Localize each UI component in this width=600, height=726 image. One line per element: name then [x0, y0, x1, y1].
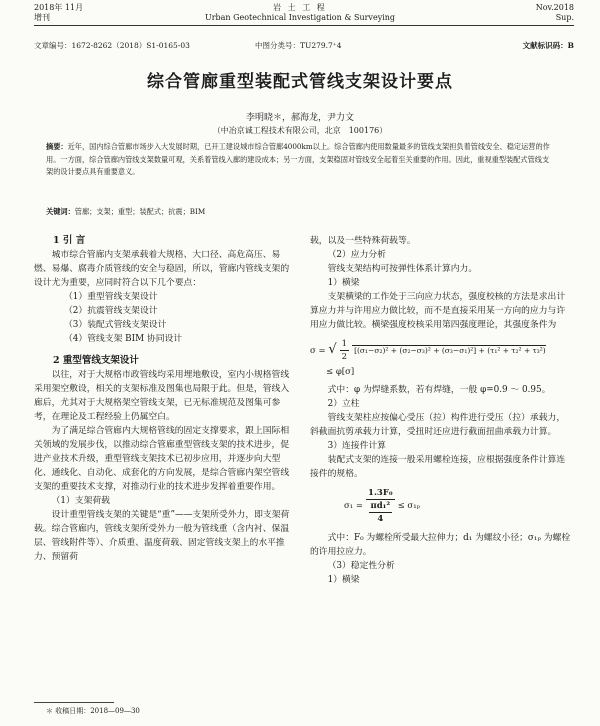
- equation-1-rhs: [(σ₁−σ₂)² + (σ₂−σ₃)² + (σ₃−σ₁)²] + (τ₁² + τ₂² + τ₃²): [354, 346, 546, 355]
- journal-title: 岩 土 工 程: [273, 3, 327, 12]
- subheading: 1）横梁: [327, 575, 360, 585]
- header-year: 2018年 11月: [34, 3, 84, 12]
- paragraph: 管线支架柱应按偏心受压（拉）构件进行受压（拉）承载力，斜截面抗剪承载力计算，受扭时还应进行截面扭曲承载力计算。: [310, 413, 566, 437]
- subheading: 3）连接件计算: [327, 441, 386, 451]
- journal-english-title: Urban Geotechnical Investigation & Surveying: [204, 13, 396, 22]
- left-column: [34, 234, 296, 564]
- subheading: 2）立柱: [327, 399, 360, 409]
- clc-number: 中图分类号：TU279.7⁺4: [255, 41, 342, 50]
- paragraph: 式中：φ 为焊缝系数，若有焊缝，一般 φ=0.9 ～ 0.95。: [327, 385, 551, 395]
- abstract: [46, 141, 554, 179]
- subsection-heading: （2）应力分析: [327, 250, 386, 260]
- paragraph: 支架横梁的工作处于三向应力状态，强度校核的方法是求出计算应力并与许用应力做比较，而不是直接采用某一方向的应力与许用应力做比较。横梁强度校核采用第四强度理论，其强度条件为: [310, 292, 566, 330]
- equation-1-lhs: σ =: [310, 346, 326, 356]
- equation-2: [344, 487, 572, 525]
- keywords: [46, 206, 554, 219]
- paragraph: 为了满足综合管廊内大规格管线的固定支撑要求，跟上国际相关领域的发展步伐，以推动综合管廊重型管线支架的技术进步，促进产业技术升级，重型管线支架技术已初步应用，并逐步向大型化、通线化、自动化、成套化的方向发展，是综合管廊内架空管线支架的重要技术支撑，对推动行业的技术进步发挥着重要作用。: [34, 426, 290, 492]
- paragraph: 设计重型管线支架的关键是“重”——支架所受外力，即支架荷载。综合管廊内，管线支架所受外力一般为管线重（含内衬、保温层、管线附件等）、介质重、温度荷载、固定管线支架上的水平推力、预留荷: [34, 510, 290, 562]
- paragraph: 式中：F₀ 为螺栓所受最大拉伸力；d₁ 为螺纹小径；σ₁ₚ 为螺栓的许用拉应力。: [310, 533, 571, 557]
- header-issue: 增刊: [34, 13, 50, 22]
- affiliation: （中冶京诚工程技术有限公司，北京 100176）: [212, 126, 388, 135]
- keywords-text: 管廊；支架；重型；装配式；抗震；BIM: [74, 207, 206, 216]
- header-rule: [34, 25, 574, 26]
- document-code: 文献标识码：B: [522, 41, 574, 50]
- paragraph: 装配式支架的连接一般采用螺栓连接，应根据强度条件计算连接件的规格。: [310, 455, 566, 479]
- footnote: ＊ 收稿日期：2018—09—30: [46, 707, 140, 715]
- list-item: （2）抗震管线支架设计: [64, 306, 158, 316]
- equation-2-denominator-bottom: 4: [377, 514, 384, 524]
- equation-2-condition: ≤ σ₁ₚ: [397, 501, 421, 511]
- footnote-rule: [34, 702, 114, 703]
- section-2-heading: 2 重型管线支架设计: [53, 355, 139, 366]
- right-column: [310, 234, 572, 587]
- subheading: 1）横梁: [327, 278, 360, 288]
- equation-2-lhs: σ₁ =: [344, 501, 364, 511]
- paragraph: 以往，对于大规格市政管线均采用埋地敷设，室内小规格管线采用架空敷设，相关的支架标准及图集也局限于此。但是，管线入廊后，尤其对于大规格架空管线支架，已无标准规范及图集可参考，在理论及工程经验上仍属空白。: [34, 370, 290, 422]
- equation-1: σ = √ $\frac{1}{2}$ [(σ₁−σ₂)² + (σ₂−σ₃)² + (σ₃−σ₁)²] + (τ₁² + τ₂² + τ₃²): [310, 339, 546, 362]
- paragraph: 管线支架结构可按弹性体系计算内力。: [327, 264, 478, 274]
- header-date: Nov.2018: [535, 3, 574, 12]
- abstract-text: 近年，国内综合管廊市场步入大发展时期，已开工建设城市综合管廊4000km以上。综合管廊内使用数量最多的管线支架担负着管线安全、稳定运营的作用。一方面，综合管廊内管线支架数量可观，关系着管线入廊的建设成本；另一方面，支架稳固对管线安全起着至关重要的作用。因此，重视重型装配式管线支架的设计要点具有重要意义。: [46, 142, 550, 176]
- paragraph: 载，以及一些特殊荷载等。: [310, 236, 416, 246]
- equation-2-numerator: 1.3F₀: [368, 488, 393, 498]
- equation-2-denominator-top: πd₁²: [370, 501, 391, 511]
- list-item: （1）重型管线支架设计: [64, 292, 158, 302]
- article-number: 文章编号：1672-8262（2018）S1-0165-03: [34, 41, 190, 50]
- paragraph: 城市综合管廊内支架承载着大规格、大口径、高危高压、易燃、易爆、腐毒介质管线的安全与稳固，所以，管廊内管线支架的设计尤为重要，应同时符合以下几个要点：: [34, 250, 290, 288]
- abstract-label: 摘要：: [46, 142, 68, 151]
- authors: 李明晓＊，郝海龙，尹力文: [245, 113, 354, 123]
- list-item: （4）管线支架 BIM 协同设计: [64, 334, 183, 344]
- section-1-heading: 1 引 言: [53, 235, 86, 246]
- subsection-heading: （1）支架荷载: [51, 496, 110, 506]
- paper-title: 综合管廊重型装配式管线支架设计要点: [147, 72, 453, 92]
- list-item: （3）装配式管线支架设计: [64, 320, 167, 330]
- header-supplement: Sup.: [555, 13, 574, 22]
- keywords-label: 关键词：: [46, 207, 75, 216]
- equation-1-condition: ≤ φ[σ]: [326, 367, 355, 377]
- subsection-heading: （3）稳定性分析: [327, 561, 395, 571]
